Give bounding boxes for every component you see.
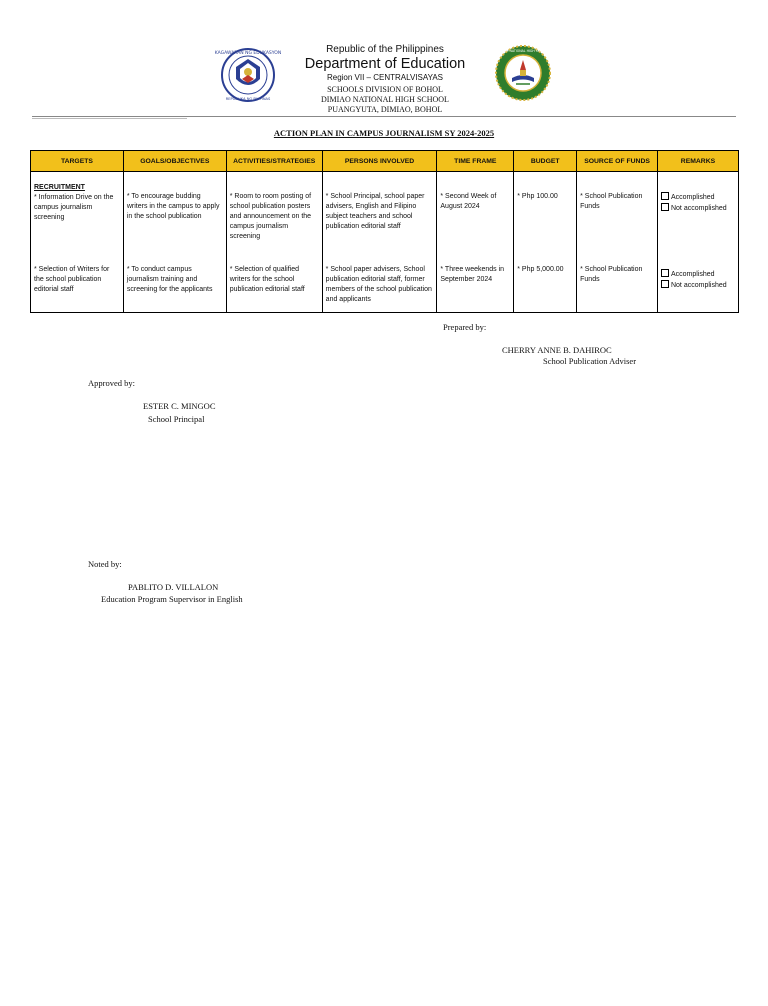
column-header-persons: PERSONS INVOLVED [322, 151, 437, 172]
persons-cell [322, 172, 437, 255]
column-header-time-frame: TIME FRAME [437, 151, 514, 172]
target-cell [31, 172, 124, 255]
budget-cell [514, 255, 577, 313]
noted-by-label: Noted by: [88, 559, 122, 569]
column-header-activities: ACTIVITIES/STRATEGIES [226, 151, 322, 172]
column-header-targets: TARGETS [31, 151, 124, 172]
header-divider-accent [32, 118, 187, 119]
goal-text: * To conduct campus journalism training and screening for the applicants [126, 265, 213, 293]
not-accomplished-checkbox[interactable] [661, 280, 735, 291]
accomplished-checkbox[interactable] [661, 269, 735, 280]
column-header-goals: GOALS/OBJECTIVES [123, 151, 226, 172]
target-text: * Selection of Writers for the school publication editorial staff [34, 265, 110, 293]
checkbox-label: Accomplished [670, 270, 715, 278]
section-heading: RECRUITMENT [34, 184, 85, 191]
table-row [31, 172, 739, 255]
deped-seal-text: KAGAWARAN NG EDUKASYON [214, 51, 282, 56]
time-frame-cell [437, 255, 514, 313]
source-text: * School Publication Funds [580, 193, 643, 210]
activity-text: * Selection of qualified writers for the school publication editorial staff [229, 265, 305, 293]
time-frame-text: * Second Week of August 2024 [440, 193, 497, 210]
column-header-source: SOURCE OF FUNDS [577, 151, 658, 172]
activity-cell [226, 172, 322, 255]
checkbox-label: Accomplished [670, 194, 715, 201]
source-text: * School Publication Funds [580, 265, 643, 283]
accomplished-checkbox[interactable] [661, 192, 735, 203]
prepared-by-label: Prepared by: [443, 322, 487, 332]
persons-text: * School paper advisers, School publication editorial staff, former members of the school publication and applicants [325, 265, 432, 303]
activity-text: * Room to room posting of school publication posters and announcement on the campus journalism screening [229, 193, 312, 240]
budget-text: * Php 100.00 [517, 193, 558, 200]
school-address: PUANGYUTA, DIMIAO, BOHOL [327, 105, 443, 114]
persons-cell [322, 255, 437, 313]
noted-by-position: Education Program Supervisor in English [101, 594, 243, 604]
target-cell [31, 255, 124, 313]
column-header-remarks: REMARKS [657, 151, 738, 172]
target-text: * Information Drive on the campus journalism screening [34, 194, 114, 221]
school-seal-text: DIMIAO NATIONAL HIGH SCHOOL [496, 49, 550, 53]
approved-by-name: ESTER C. MINGOC [143, 401, 216, 411]
action-plan-table [30, 150, 739, 313]
header-divider [32, 116, 736, 117]
time-frame-cell [437, 172, 514, 255]
table-row [31, 255, 739, 313]
not-accomplished-checkbox[interactable] [661, 203, 735, 214]
document-title: ACTION PLAN IN CAMPUS JOURNALISM SY 2024-2025 [273, 128, 495, 138]
remarks-cell [657, 255, 738, 313]
approved-by-label: Approved by: [88, 378, 135, 388]
republic-line: Republic of the Philippines [326, 44, 444, 55]
checkbox-box[interactable] [661, 203, 669, 211]
remarks-cell [657, 172, 738, 255]
goal-text: * To encourage budding writers in the campus to apply in the school publication [126, 193, 220, 220]
checkbox-label: Not accomplished [670, 281, 727, 289]
checkbox-box[interactable] [661, 192, 669, 200]
prepared-by-position: School Publication Adviser [543, 356, 637, 366]
persons-text: * School Principal, school paper advisers, English and Filipino subject teachers and school publication editorial staff [325, 193, 425, 230]
checkbox-box[interactable] [661, 269, 669, 277]
source-cell [577, 172, 658, 255]
deped-seal-bottom-text: REPUBLIKA NG PILIPINAS [225, 97, 271, 101]
approved-by-position: School Principal [148, 414, 205, 424]
goal-cell [123, 255, 226, 313]
source-cell [577, 255, 658, 313]
goal-cell [123, 172, 226, 255]
activity-cell [226, 255, 322, 313]
checkbox-label: Not accomplished [670, 205, 727, 212]
checkbox-box[interactable] [661, 280, 669, 288]
school-name: DIMIAO NATIONAL HIGH SCHOOL [321, 95, 449, 104]
prepared-by-name: CHERRY ANNE B. DAHIROC [502, 345, 612, 355]
region-line: Region VII – CENTRALVISAYAS [326, 73, 444, 82]
department-name: Department of Education [304, 56, 466, 72]
table-header-row [31, 151, 739, 172]
column-header-budget: BUDGET [514, 151, 577, 172]
budget-cell [514, 172, 577, 255]
division-line: SCHOOLS DIVISION OF BOHOL [327, 85, 443, 94]
time-frame-text: * Three weekends in September 2024 [440, 265, 505, 283]
noted-by-name: PABLITO D. VILLALON [128, 582, 219, 592]
budget-text: * Php 5,000.00 [517, 265, 564, 273]
